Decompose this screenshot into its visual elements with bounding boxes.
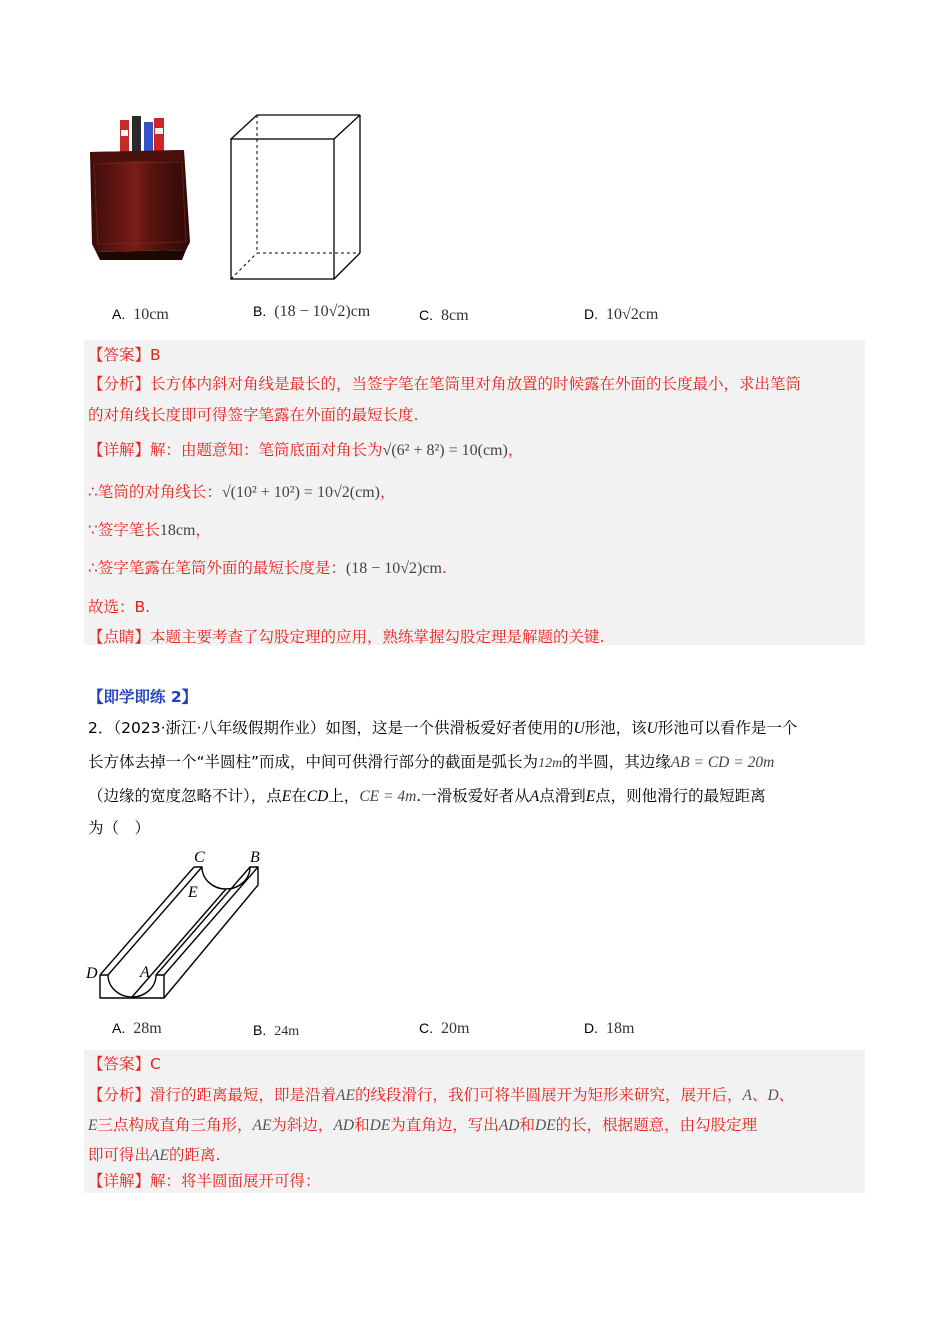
q2-analysis-line1: 【分析】滑行的距离最短，即是沿着AE的线段滑行，我们可将半圆展开为矩形来研究，展开后，A、D、 xyxy=(88,1086,795,1104)
q1-option-a[interactable]: A. 10cm xyxy=(112,306,169,323)
pen-holder-photo xyxy=(86,112,196,262)
q1-comment: 【点睛】本题主要考查了勾股定理的应用，熟练掌握勾股定理是解题的关键. xyxy=(88,628,605,646)
q2-analysis-line2: E三点构成直角三角形，AE为斜边，AD和DE为直角边，写出AD和DE的长，根据题意，由勾股定理 xyxy=(88,1116,758,1134)
q2-stem-line3: （边缘的宽度忽略不计），点E在CD上，CE = 4m.一滑板爱好者从A点滑到E点，则他滑行的最短距离 xyxy=(88,787,766,805)
q2-stem-line4: 为（ ） xyxy=(88,819,151,837)
label-a: A xyxy=(140,964,150,981)
label-e: E xyxy=(188,884,198,901)
q1-analysis-line2: 的对角线长度即可得签字笔露在外面的最短长度. xyxy=(88,406,419,424)
q1-option-c[interactable]: C. 8cm xyxy=(419,307,469,324)
q1-answer: 【答案】B xyxy=(88,346,161,364)
q1-detail-line4: ∴签字笔露在笔筒外面的最短长度是：(18 − 10√2)cm. xyxy=(88,559,447,577)
q1-detail-line1: 【详解】解：由题意知：笔筒底面对角长为√(6² + 8²) = 10(cm)， xyxy=(88,441,524,459)
q2-option-d[interactable]: D. 18m xyxy=(584,1020,635,1037)
q1-option-b[interactable]: B. (18 − 10√2)cm xyxy=(253,303,371,320)
q2-option-a[interactable]: A. 28m xyxy=(112,1020,162,1037)
q1-analysis-line1: 【分析】长方体内斜对角线是最长的，当签字笔在笔筒里对角放置的时候露在外面的长度最小，求出笔筒 xyxy=(88,375,802,393)
q2-option-c[interactable]: C. 20m xyxy=(419,1020,470,1037)
q2-detail: 【详解】解：将半圆面展开可得： xyxy=(88,1172,321,1190)
label-d: D xyxy=(86,965,98,982)
u-pool-diagram xyxy=(84,845,274,1005)
practice-title: 【即学即练 2】 xyxy=(88,688,198,706)
q1-detail-line3: ∵签字笔长18cm， xyxy=(88,521,211,539)
label-c: C xyxy=(194,849,205,866)
q1-detail-line2: ∴笔筒的对角线长：√(10² + 10²) = 10√2(cm)， xyxy=(88,483,396,501)
q2-stem-line1: 2．（2023·浙江·八年级假期作业）如图，这是一个供滑板爱好者使用的U形池，该U形池可以看作是一个 xyxy=(88,719,798,737)
q1-choose: 故选：B. xyxy=(88,598,151,616)
q1-option-d[interactable]: D. 10√2cm xyxy=(584,306,659,323)
label-b: B xyxy=(250,849,260,866)
cuboid-diagram xyxy=(226,110,371,285)
q2-answer: 【答案】C xyxy=(88,1055,161,1073)
q2-option-b[interactable]: B. 24m xyxy=(253,1022,300,1039)
q2-stem-line2: 长方体去掉一个“半圆柱”而成，中间可供滑行部分的截面是弧长为12m的半圆，其边缘AB = CD = 20m xyxy=(88,753,775,771)
q2-analysis-line3: 即可得出AE的距离. xyxy=(88,1146,221,1164)
